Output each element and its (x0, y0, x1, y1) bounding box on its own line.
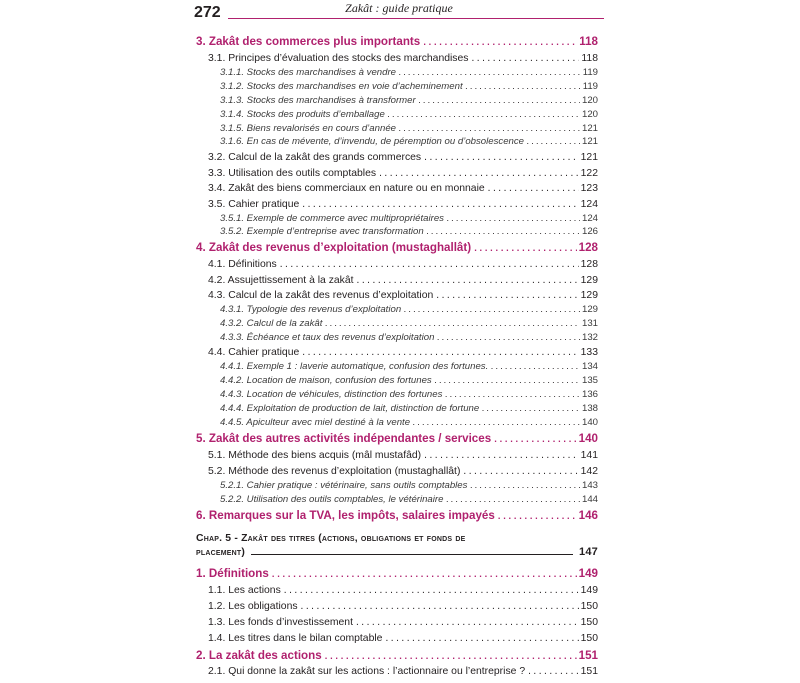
chapter-title-text: placement) (196, 547, 246, 558)
toc-leader-dots (465, 81, 581, 94)
toc-entry-page: 128 (578, 241, 598, 254)
toc-leader-dots (490, 361, 580, 374)
toc-leader-dots (355, 616, 579, 629)
toc-leader-dots (462, 465, 578, 478)
toc-entry-title: 3.5. Cahier pratique (208, 199, 300, 210)
toc-entry-title: 3.1.1. Stocks des marchandises à vendre (220, 67, 396, 78)
toc-entry-page: 131 (581, 318, 598, 329)
toc-entry-title: 4.4.5. Apiculteur avec miel destiné à la vente (220, 417, 411, 428)
toc-entry-page: 146 (578, 509, 598, 522)
toc-leader-dots (493, 433, 577, 446)
toc-leader-dots (301, 346, 578, 359)
toc-entry (196, 416, 598, 430)
toc-entry (196, 449, 598, 462)
toc-entry (196, 94, 598, 108)
toc-leader-dots (387, 109, 580, 122)
toc-leader-dots (384, 632, 578, 645)
toc-entry-page: 132 (581, 332, 598, 343)
toc-entry (196, 616, 598, 629)
toc-leader-dots (423, 151, 579, 164)
toc-entry-page: 129 (580, 290, 598, 301)
toc-leader-dots (527, 665, 579, 678)
toc-entry-page: 149 (578, 567, 598, 580)
toc-entry-title: 4.4.3. Location de véhicules, distinction des fortunes (220, 389, 443, 400)
toc-entry-title: 5.1. Méthode des biens acquis (mâl mustafâd) (208, 450, 422, 461)
toc-leader-dots (378, 167, 579, 180)
toc-leader-dots (469, 480, 580, 493)
toc-leader-dots (487, 182, 579, 195)
toc-entry-page: 144 (581, 494, 598, 505)
toc-entry-title: 4.2. Assujettissement à la zakât (208, 275, 354, 286)
toc-entry (196, 289, 598, 302)
toc-entry (196, 66, 598, 80)
toc-leader-dots (301, 198, 578, 211)
toc-entry (196, 567, 598, 581)
toc-entry (196, 479, 598, 493)
toc-entry-title: 4.3.2. Calcul de la zakât (220, 318, 323, 329)
toc-entry-title: 3.2. Calcul de la zakât des grands commerces (208, 152, 422, 163)
toc-entry (196, 52, 598, 65)
toc-leader-dots (300, 600, 579, 613)
toc-entry-page: 135 (581, 375, 598, 386)
toc-leader-dots (434, 375, 580, 388)
toc-entry (196, 258, 598, 271)
toc-leader-dots (422, 36, 577, 49)
toc-entry (196, 649, 598, 663)
running-title: Zakât : guide pratique (345, 1, 453, 15)
toc-entry (196, 212, 598, 226)
toc-entry-title: 1. Définitions (196, 567, 269, 580)
toc-entry-title: 4.3. Calcul de la zakât des revenus d’exploitation (208, 290, 434, 301)
toc-entry (196, 182, 598, 195)
toc-entry-title: 3.1.6. En cas de mévente, d’invendu, de péremption ou d’obsolescence (220, 136, 525, 147)
toc-leader-dots (470, 52, 579, 65)
toc-entry (196, 35, 598, 49)
page-number: 272 (194, 4, 221, 21)
toc-entry-title: 3.3. Utilisation des outils comptables (208, 168, 377, 179)
toc-entry (196, 274, 598, 287)
toc-entry-title: 3.5.1. Exemple de commerce avec multipropriétaires (220, 213, 444, 224)
toc-leader-dots (356, 274, 579, 287)
toc-entry-page: 118 (579, 35, 598, 48)
toc-entry (196, 632, 598, 645)
toc-entry-page: 118 (581, 53, 598, 64)
toc-entry (196, 167, 598, 180)
toc-entry-title: 3.1.5. Biens revalorisés en cours d’année (220, 123, 396, 134)
toc-entry-page: 140 (581, 417, 598, 428)
toc-entry-title: 4. Zakât des revenus d’exploitation (mustaghallât) (196, 241, 472, 254)
toc-entry-page: 151 (578, 649, 598, 662)
toc-entry-title: 4.4. Cahier pratique (208, 347, 300, 358)
toc-entry-page: 143 (581, 480, 598, 491)
toc-leader-dots (423, 449, 579, 462)
chapter-title-line1: Chap. 5 - Zakât des titres (actions, obligations et fonds de (196, 533, 466, 544)
toc-leader-dots (426, 226, 580, 239)
toc-entry-page: 122 (580, 168, 598, 179)
toc-entry-page: 129 (581, 304, 598, 315)
toc-entry-title: 3.1. Principes d’évaluation des stocks des marchandises (208, 53, 469, 64)
chapter-page: 147 (579, 546, 598, 558)
toc-entry-page: 136 (581, 389, 598, 400)
header-rule (228, 18, 604, 19)
toc-entry-page: 133 (580, 347, 598, 358)
toc-entry-page: 119 (582, 81, 598, 92)
toc-entry-page: 121 (580, 152, 598, 163)
toc-leader-dots (435, 289, 578, 302)
toc-entry (196, 122, 598, 136)
toc-entry-page: 120 (581, 109, 598, 120)
toc-entry (196, 108, 598, 122)
toc-entry-page: 150 (580, 601, 598, 612)
toc-entry (196, 465, 598, 478)
toc-leader-dots (418, 95, 580, 108)
toc-entry-page: 126 (581, 226, 598, 237)
toc-entry (196, 317, 598, 331)
toc-entry-page: 129 (580, 275, 598, 286)
toc-entry-title: 3.1.3. Stocks des marchandises à transformer (220, 95, 416, 106)
toc-entry-title: 1.4. Les titres dans le bilan comptable (208, 633, 383, 644)
toc-entry-title: 3. Zakât des commerces plus importants (196, 35, 421, 48)
toc-leader-dots (497, 510, 577, 523)
toc-entry-page: 150 (580, 617, 598, 628)
toc-entry (196, 151, 598, 164)
toc-entry-page: 123 (580, 183, 598, 194)
page-header (194, 2, 604, 24)
toc-entry-title: 6. Remarques sur la TVA, les impôts, salaires impayés (196, 509, 495, 522)
toc-leader-dots (283, 584, 579, 597)
toc-entry (196, 600, 598, 613)
toc-entry-title: 3.5.2. Exemple d’entreprise avec transformation (220, 226, 424, 237)
toc-leader-dots (436, 332, 580, 345)
toc-entry (196, 509, 598, 523)
toc-entry-page: 120 (581, 95, 598, 106)
toc-entry (196, 360, 598, 374)
toc-entry-page: 142 (580, 466, 598, 477)
toc-entry-title: 5.2.2. Utilisation des outils comptables, le vétérinaire (220, 494, 444, 505)
toc-entry (196, 135, 598, 149)
toc-entry-page: 124 (581, 213, 598, 224)
toc-entry (196, 331, 598, 345)
toc-leader-dots (445, 494, 580, 507)
toc-leader-dots (398, 67, 581, 80)
toc-entry-title: 1.1. Les actions (208, 585, 281, 596)
toc-entry-page: 151 (580, 666, 598, 677)
toc-entry (196, 80, 598, 94)
chapter-heading (196, 532, 598, 559)
toc-entry-page: 141 (580, 450, 598, 461)
toc-entry (196, 584, 598, 597)
toc-entry (196, 388, 598, 402)
toc-entry-page: 138 (581, 403, 598, 414)
toc-entry (196, 402, 598, 416)
toc-entry (196, 665, 598, 678)
toc-entry-title: 2. La zakât des actions (196, 649, 322, 662)
toc-entry-title: 5.2. Méthode des revenus d’exploitation (mustaghallât) (208, 466, 461, 477)
toc-leader-dots (403, 304, 580, 317)
toc-entry-page: 121 (581, 123, 598, 134)
toc-entry-title: 5. Zakât des autres activités indépendantes / services (196, 432, 492, 445)
toc-entry-page: 140 (578, 432, 598, 445)
toc-entry-title: 5.2.1. Cahier pratique : vétérinaire, sans outils comptables (220, 480, 468, 491)
toc-entry-page: 134 (581, 361, 598, 372)
toc-entry-title: 4.4.1. Exemple 1 : laverie automatique, confusion des fortunes. (220, 361, 489, 372)
toc-entry (196, 346, 598, 359)
toc-entry-page: 121 (581, 136, 598, 147)
toc-leader-dots (279, 258, 579, 271)
toc-entry-page: 119 (582, 67, 598, 78)
toc-entry (196, 303, 598, 317)
toc-entry-title: 3.4. Zakât des biens commerciaux en nature ou en monnaie (208, 183, 485, 194)
toc-leader-dots (271, 568, 577, 581)
toc-entry (196, 241, 598, 255)
toc-entry (196, 198, 598, 211)
toc-entry-title: 1.2. Les obligations (208, 601, 298, 612)
toc-entry-title: 3.1.2. Stocks des marchandises en voie d’acheminement (220, 81, 463, 92)
toc-leader-dots (526, 136, 580, 149)
toc-entry (196, 374, 598, 388)
chapter-rule (251, 545, 573, 555)
toc-entry-title: 4.3.1. Typologie des revenus d’exploitation (220, 304, 402, 315)
toc-leader-dots (473, 242, 577, 255)
toc-entry (196, 432, 598, 446)
toc-entry-page: 128 (580, 259, 598, 270)
toc-entry-title: 4.4.2. Location de maison, confusion des fortunes (220, 375, 432, 386)
chapter-title-line2 (196, 545, 598, 559)
toc-entry-page: 124 (580, 199, 598, 210)
toc-leader-dots (324, 318, 580, 331)
toc-leader-dots (324, 650, 577, 663)
toc-entry-title: 4.4.4. Exploitation de production de lait, distinction de fortune (220, 403, 480, 414)
toc-entry-title: 3.1.4. Stocks des produits d’emballage (220, 109, 385, 120)
toc-entry-page: 150 (580, 633, 598, 644)
toc-entry (196, 225, 598, 239)
toc-entry-title: 4.1. Définitions (208, 259, 277, 270)
toc-entry (196, 493, 598, 507)
toc-entry-title: 1.3. Les fonds d’investissement (208, 617, 353, 628)
toc-entry-page: 149 (580, 585, 598, 596)
toc-entry-title: 4.3.3. Échéance et taux des revenus d’exploitation (220, 332, 435, 343)
toc-leader-dots (481, 403, 580, 416)
toc-leader-dots (444, 389, 580, 402)
toc-entry-title: 2.1. Qui donne la zakât sur les actions : l’actionnaire ou l’entreprise ? (208, 666, 526, 677)
toc-leader-dots (412, 417, 580, 430)
